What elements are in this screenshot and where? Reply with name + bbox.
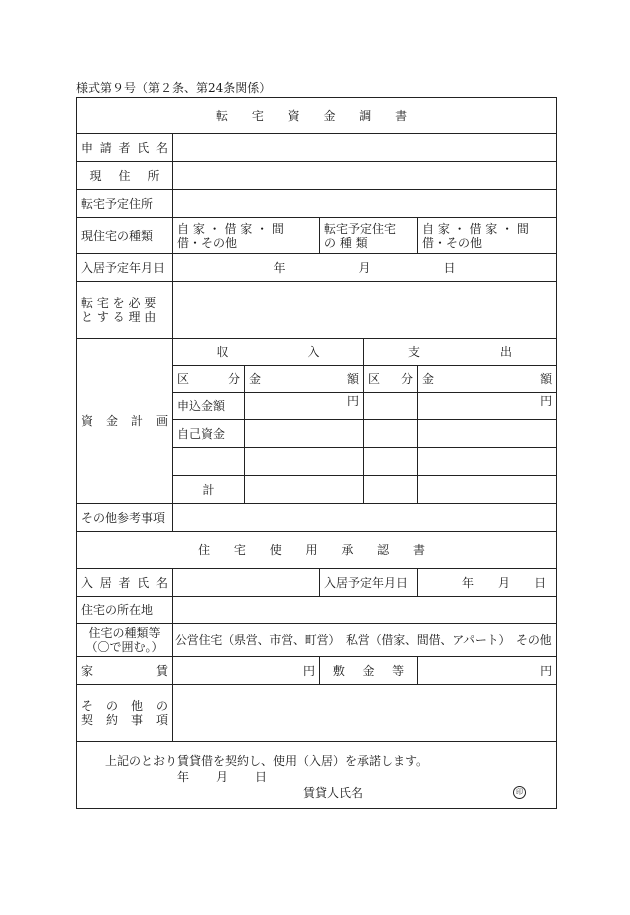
housing-location-label: 住宅の所在地 [77,597,173,624]
other-notes-field[interactable] [173,504,557,532]
date-year-2: 年 [462,575,475,590]
expense-category-cell-3[interactable] [364,448,418,476]
date-year: 年 [273,260,286,275]
approval-date[interactable] [177,770,267,784]
total-label: 計 [173,476,245,504]
income-category-cell-3[interactable] [173,448,245,476]
planned-housing-type-label-line1: 転宅予定住宅 [324,221,397,236]
approval-date-month: 月 [215,770,228,784]
planned-housing-options[interactable] [418,218,557,254]
current-housing-options-line2: 借・その他 [177,235,238,250]
occupant-name-field[interactable] [173,569,320,597]
applicant-name-label: 申 請 者 氏 名 [77,134,173,162]
other-notes-label: その他参考事項 [77,504,173,532]
expense-category-cell-1[interactable] [364,393,418,420]
approval-statement: 上記のとおり賃貸借を契約し、使用（入居）を承諾します。 [105,754,429,768]
current-address-label: 現 住 所 [77,162,173,190]
date-month-2: 月 [498,575,511,590]
rent-label: 家 賃 [77,657,173,685]
occupant-name-label: 入 居 者 氏 名 [77,569,173,597]
application-form-table [76,97,557,809]
own-funds-amount[interactable] [245,420,364,448]
current-housing-type-label: 現住宅の種類 [77,218,173,254]
rent-yen-unit[interactable]: 円 [173,657,320,685]
date-day: 日 [443,260,456,275]
move-in-date-field-2[interactable] [418,569,557,597]
planned-housing-type-label-line2: の 種 類 [324,235,368,250]
income-header: 収 入 [173,339,364,366]
housing-approval-title: 住 宅 使 用 承 認 書 [77,532,557,569]
own-funds-label: 自己資金 [173,420,245,448]
application-amount-label: 申込金額 [173,393,245,420]
form-number-label: 様式第９号（第２条、第24条関係） [76,81,272,95]
moving-reason-label-line2: と す る 理 由 [81,310,157,324]
expense-yen-unit[interactable]: 円 [418,393,557,420]
moving-reason-field[interactable] [173,282,557,339]
housing-type-options[interactable]: 公営住宅（県営、市営、町営） 私営（借家、間借、アパート） その他 [173,624,557,657]
expense-amount-cell-3[interactable] [418,448,557,476]
income-amount-cell-3[interactable] [245,448,364,476]
income-category-header: 区 分 [173,366,245,393]
housing-location-field[interactable] [173,597,557,624]
housing-type-label-line1: 住宅の種類等 [88,626,161,640]
housing-type-label [77,624,173,657]
deposit-label: 敷 金 等 [320,657,418,685]
current-housing-options-line1: 自 家 ・ 借 家 ・ 間 [177,221,284,236]
expense-amount-cell-2[interactable] [418,420,557,448]
housing-type-label-line2: （〇で囲む。） [85,640,164,654]
applicant-name-field[interactable] [173,134,557,162]
other-contract-label [77,685,173,742]
expense-amount-header: 金 額 [418,366,557,393]
moving-reason-label-line1: 転 宅 を 必 要 [81,296,157,310]
deposit-yen-unit[interactable]: 円 [418,657,557,685]
date-month: 月 [358,260,371,275]
expense-header: 支 出 [364,339,557,366]
moving-reason-label [77,282,173,339]
lessor-name-label: 賃貸人氏名 [303,786,364,800]
income-total-amount[interactable] [245,476,364,504]
move-in-date-label: 入居予定年月日 [77,254,173,282]
approval-date-day: 日 [254,770,267,784]
other-contract-field[interactable] [173,685,557,742]
planned-address-label: 転宅予定住所 [77,190,173,218]
expense-total-amount[interactable] [418,476,557,504]
expense-total-category[interactable] [364,476,418,504]
moving-fund-title: 転 宅 資 金 調 書 [77,98,557,134]
planned-housing-options-line2: 借・その他 [422,235,483,250]
planned-housing-type-label [320,218,418,254]
other-contract-label-line2: 契 約 事 項 [81,713,168,727]
planned-address-field[interactable] [173,190,557,218]
fund-plan-label: 資 金 計 画 [77,339,173,504]
move-in-date-label-2: 入居予定年月日 [320,569,418,597]
expense-category-header: 区 分 [364,366,418,393]
seal-icon[interactable]: 印 [513,786,526,799]
expense-category-cell-2[interactable] [364,420,418,448]
income-amount-header: 金 額 [245,366,364,393]
other-contract-label-line1: そ の 他 の [81,699,168,713]
planned-housing-options-line1: 自 家 ・ 借 家 ・ 間 [422,221,529,236]
income-yen-unit[interactable]: 円 [245,393,364,420]
approval-date-year: 年 [177,770,190,784]
approval-section [77,742,557,809]
current-housing-options[interactable] [173,218,320,254]
current-address-field[interactable] [173,162,557,190]
date-day-2: 日 [534,575,547,590]
move-in-date-field[interactable] [173,254,557,282]
